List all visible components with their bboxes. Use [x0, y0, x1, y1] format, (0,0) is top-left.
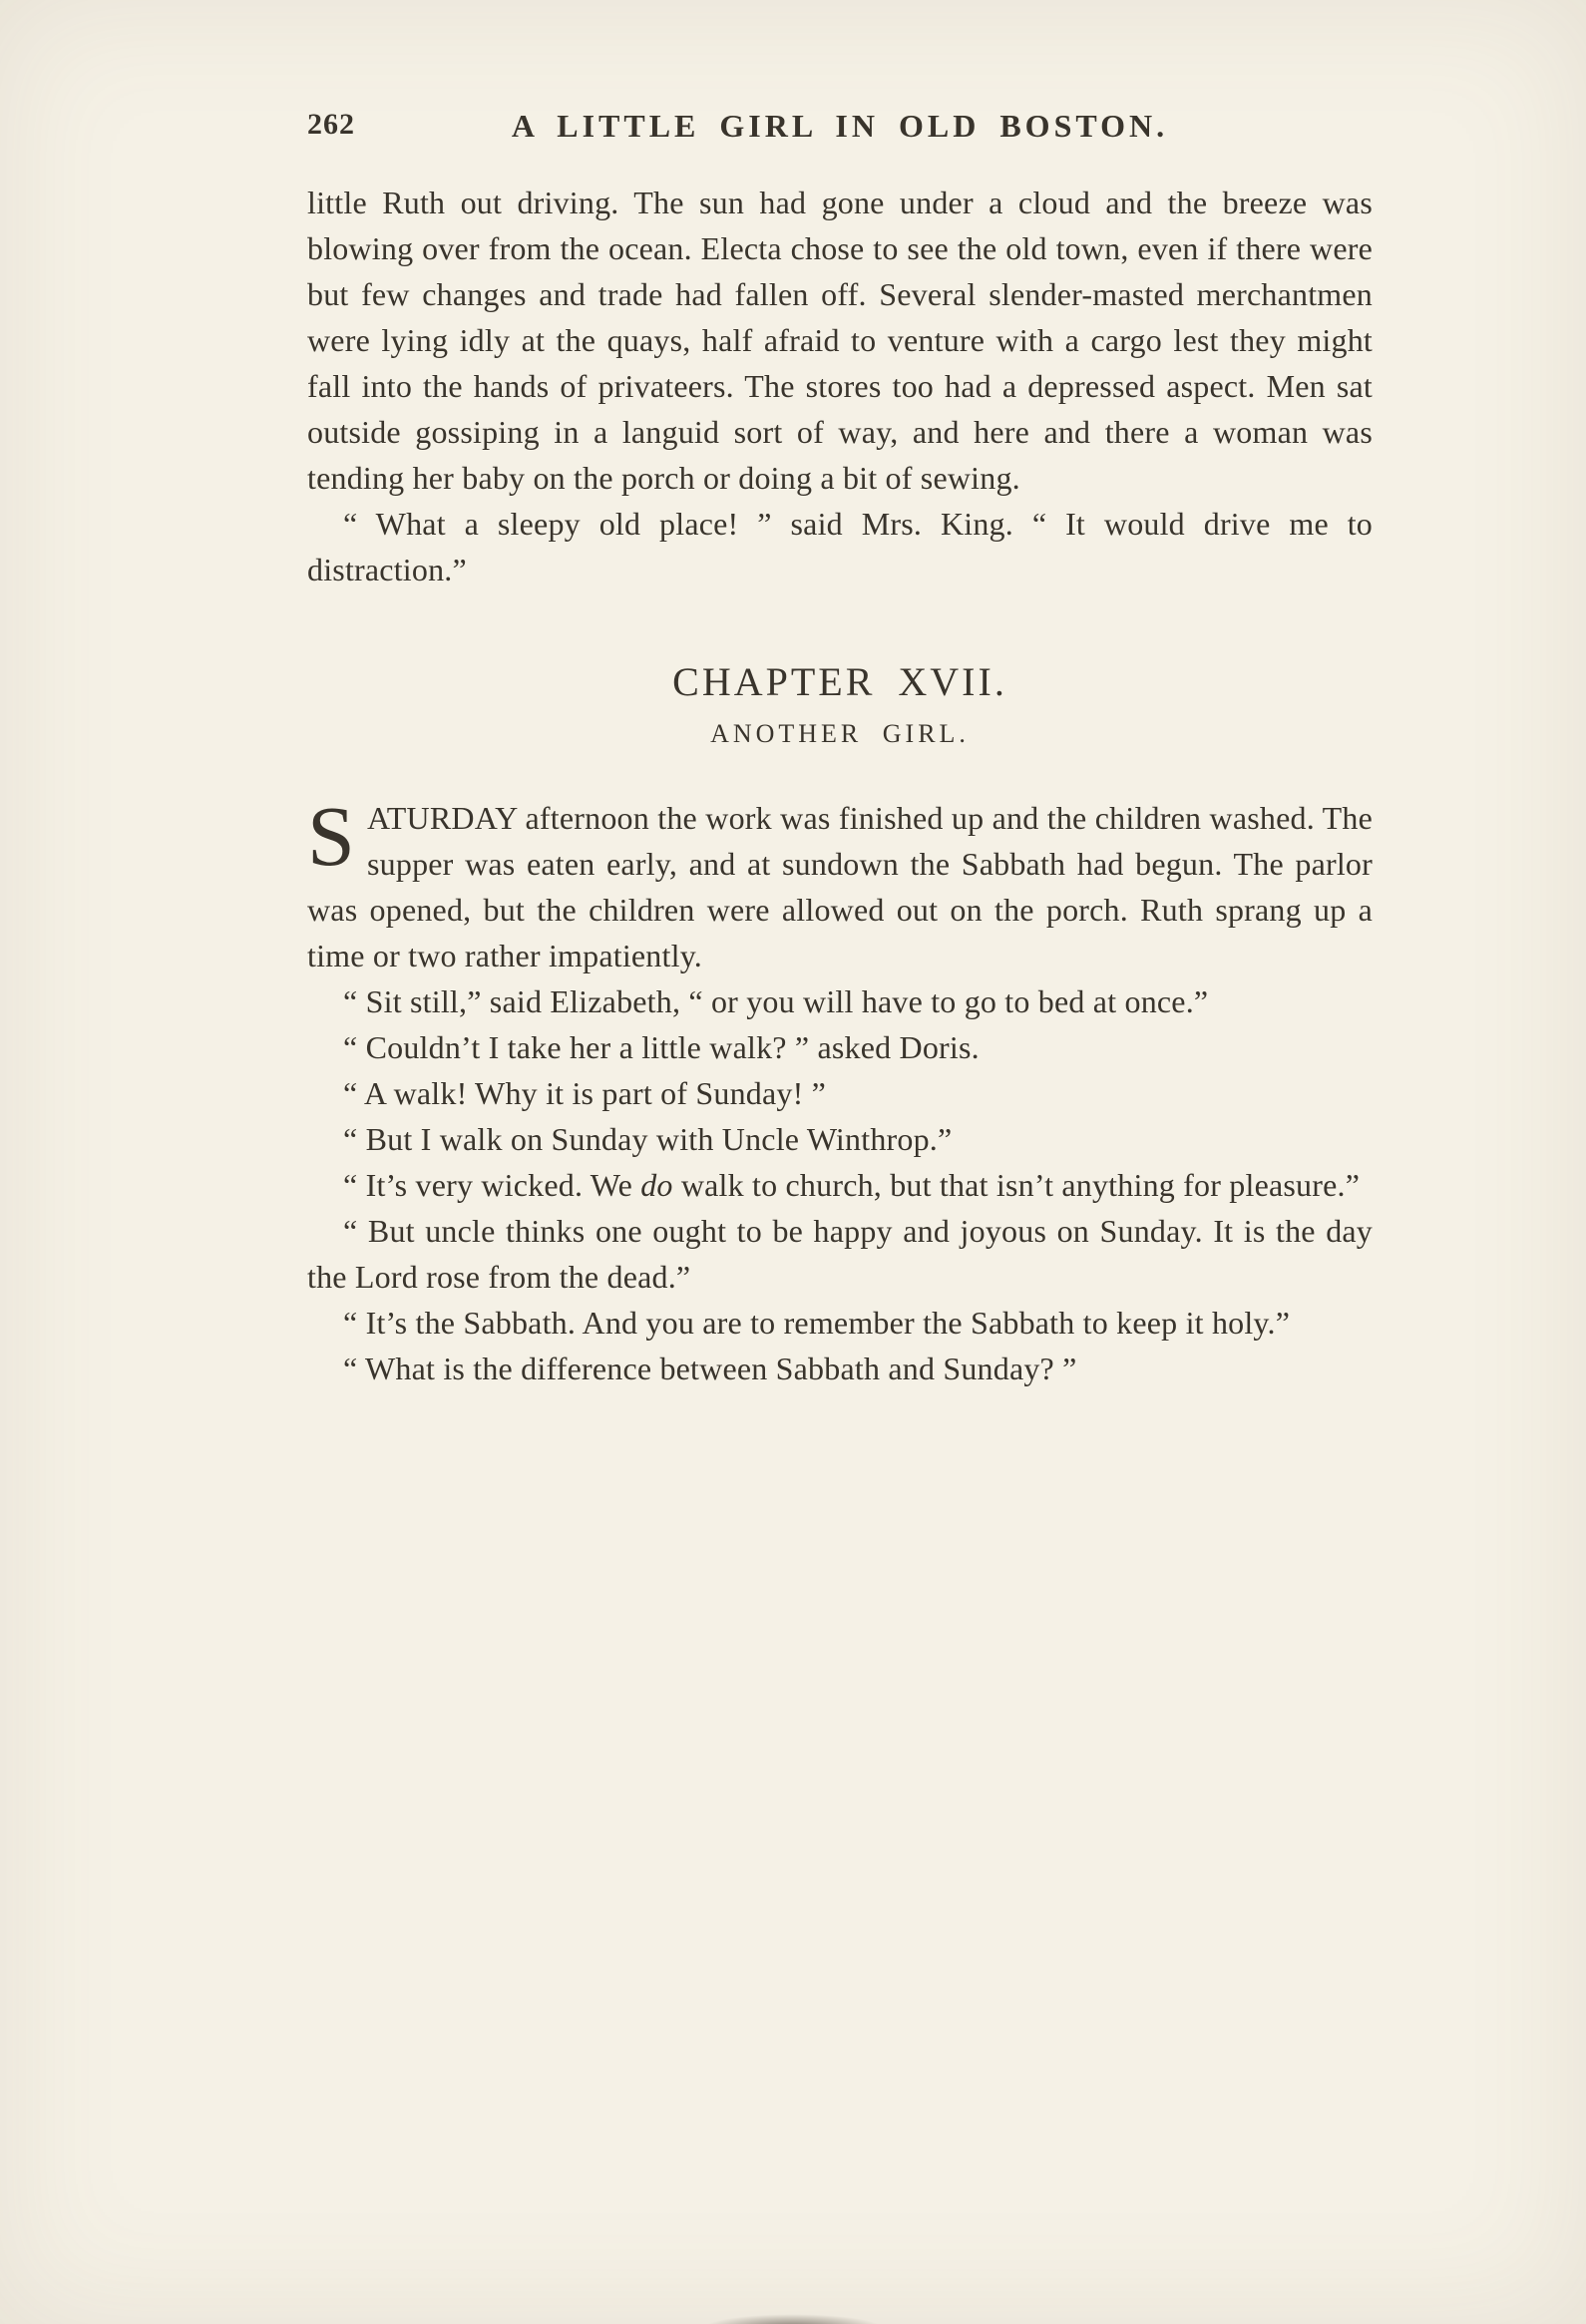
paragraph-text: “ It’s very wicked. We	[343, 1167, 641, 1203]
chapter-heading: CHAPTER XVII.	[672, 659, 1007, 704]
paragraph: “ Couldn’t I take her a little walk? ” asked Doris.	[343, 1029, 980, 1065]
chapter-subheading: ANOTHER GIRL.	[710, 719, 970, 748]
italic-word: do	[640, 1167, 673, 1203]
paragraph-text: walk to church, but that isn’t anything for pleasure.”	[672, 1167, 1361, 1203]
paragraph: “ It’s the Sabbath. And you are to remember the Sabbath to keep it holy.”	[343, 1305, 1291, 1341]
paragraph: “ But uncle thinks one ought to be happy and joyous on Sunday. It is the day the Lord rose from the dead.”	[307, 1213, 1373, 1295]
paragraph: “ But I walk on Sunday with Uncle Winthrop.”	[343, 1121, 953, 1157]
paragraph	[307, 1162, 1373, 1208]
drop-cap: S	[307, 788, 356, 884]
paragraph: “ What is the difference between Sabbath and Sunday? ”	[343, 1351, 1077, 1386]
paragraph	[307, 788, 1373, 978]
paragraph: “ What a sleepy old place! ” said Mrs. King. “ It would drive me to distraction.”	[307, 506, 1373, 587]
paragraph: little Ruth out driving. The sun had gone under a cloud and the breeze was blowing over from the ocean. Electa chose to see the old town, even if there were but few changes and trade had fallen off. Several slender-masted merchantmen were lying idly at the quays, half afraid to venture with a cargo lest they might fall into the hands of privateers. The stores too had a depressed aspect. Men sat outside gossiping in a languid sort of way, and here and there a woman was tending her baby on the porch or doing a bit of sewing.	[307, 185, 1373, 496]
paragraph-text: ATURDAY afternoon the work was finished up and the children washed. The supper was eaten early, and at sundown the Sabbath had begun. The parlor was opened, but the children were allowed out on the porch. Ruth sprang up a time or two rather impatiently.	[307, 800, 1373, 973]
paragraph: “ A walk! Why it is part of Sunday! ”	[343, 1075, 827, 1111]
text-block	[307, 108, 1373, 1391]
scan-gutter-shadow	[703, 2314, 883, 2324]
running-header	[307, 108, 1373, 154]
paragraph: “ Sit still,” said Elizabeth, “ or you will have to go to bed at once.”	[343, 983, 1209, 1019]
page-number: 262	[307, 108, 355, 141]
running-title: A LITTLE GIRL IN OLD BOSTON.	[511, 108, 1169, 144]
